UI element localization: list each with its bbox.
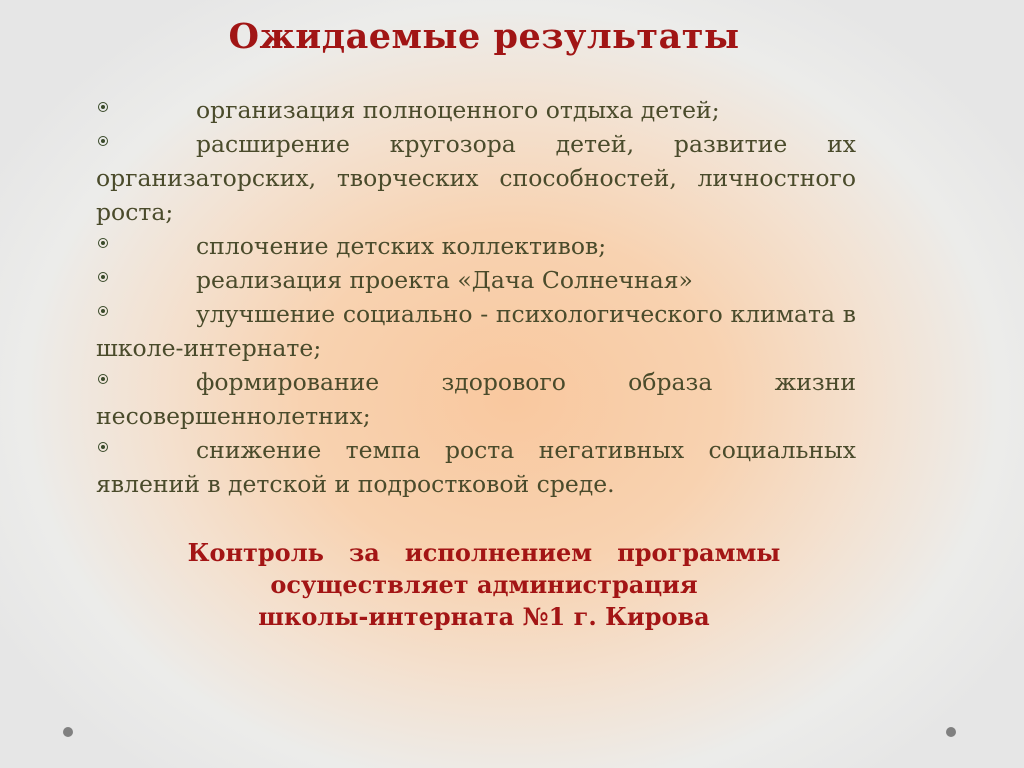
footer-line: осуществляет администрация <box>270 570 698 599</box>
spiral-bullet-icon <box>98 238 108 248</box>
list-item-text: формирование здорового образа жизни несовершеннолетних; <box>96 368 856 430</box>
spiral-bullet-icon <box>98 442 108 452</box>
spiral-bullet-icon <box>98 136 108 146</box>
spiral-bullet-icon <box>98 306 108 316</box>
list-item <box>96 263 856 297</box>
corner-dot-decoration <box>946 727 956 737</box>
bullet-list <box>96 93 856 501</box>
spiral-bullet-icon <box>98 102 108 112</box>
list-item <box>96 365 856 433</box>
list-item <box>96 433 856 501</box>
list-item-text: сплочение детских коллективов; <box>196 232 607 260</box>
list-item-text: улучшение социально - психологического климата в школе-интернате; <box>96 300 856 362</box>
corner-dot-decoration <box>63 727 73 737</box>
list-item <box>96 127 856 229</box>
list-item-text: расширение кругозора детей, развитие их организаторских, творческих способностей, личностного роста; <box>96 130 856 226</box>
list-item <box>96 93 856 127</box>
list-item <box>96 229 856 263</box>
slide-title: Ожидаемые результаты <box>228 16 740 57</box>
list-item-text: снижение темпа роста негативных социальных явлений в детской и подростковой среде. <box>96 436 856 498</box>
list-item-text: организация полноценного отдыха детей; <box>196 96 720 124</box>
footer-line: Контроль за исполнением программы <box>187 538 781 567</box>
spiral-bullet-icon <box>98 272 108 282</box>
footer-note <box>0 537 968 633</box>
list-item-text: реализация проекта «Дача Солнечная» <box>196 266 693 294</box>
footer-line: школы-интерната №1 г. Кирова <box>258 602 710 631</box>
spiral-bullet-icon <box>98 374 108 384</box>
list-item <box>96 297 856 365</box>
